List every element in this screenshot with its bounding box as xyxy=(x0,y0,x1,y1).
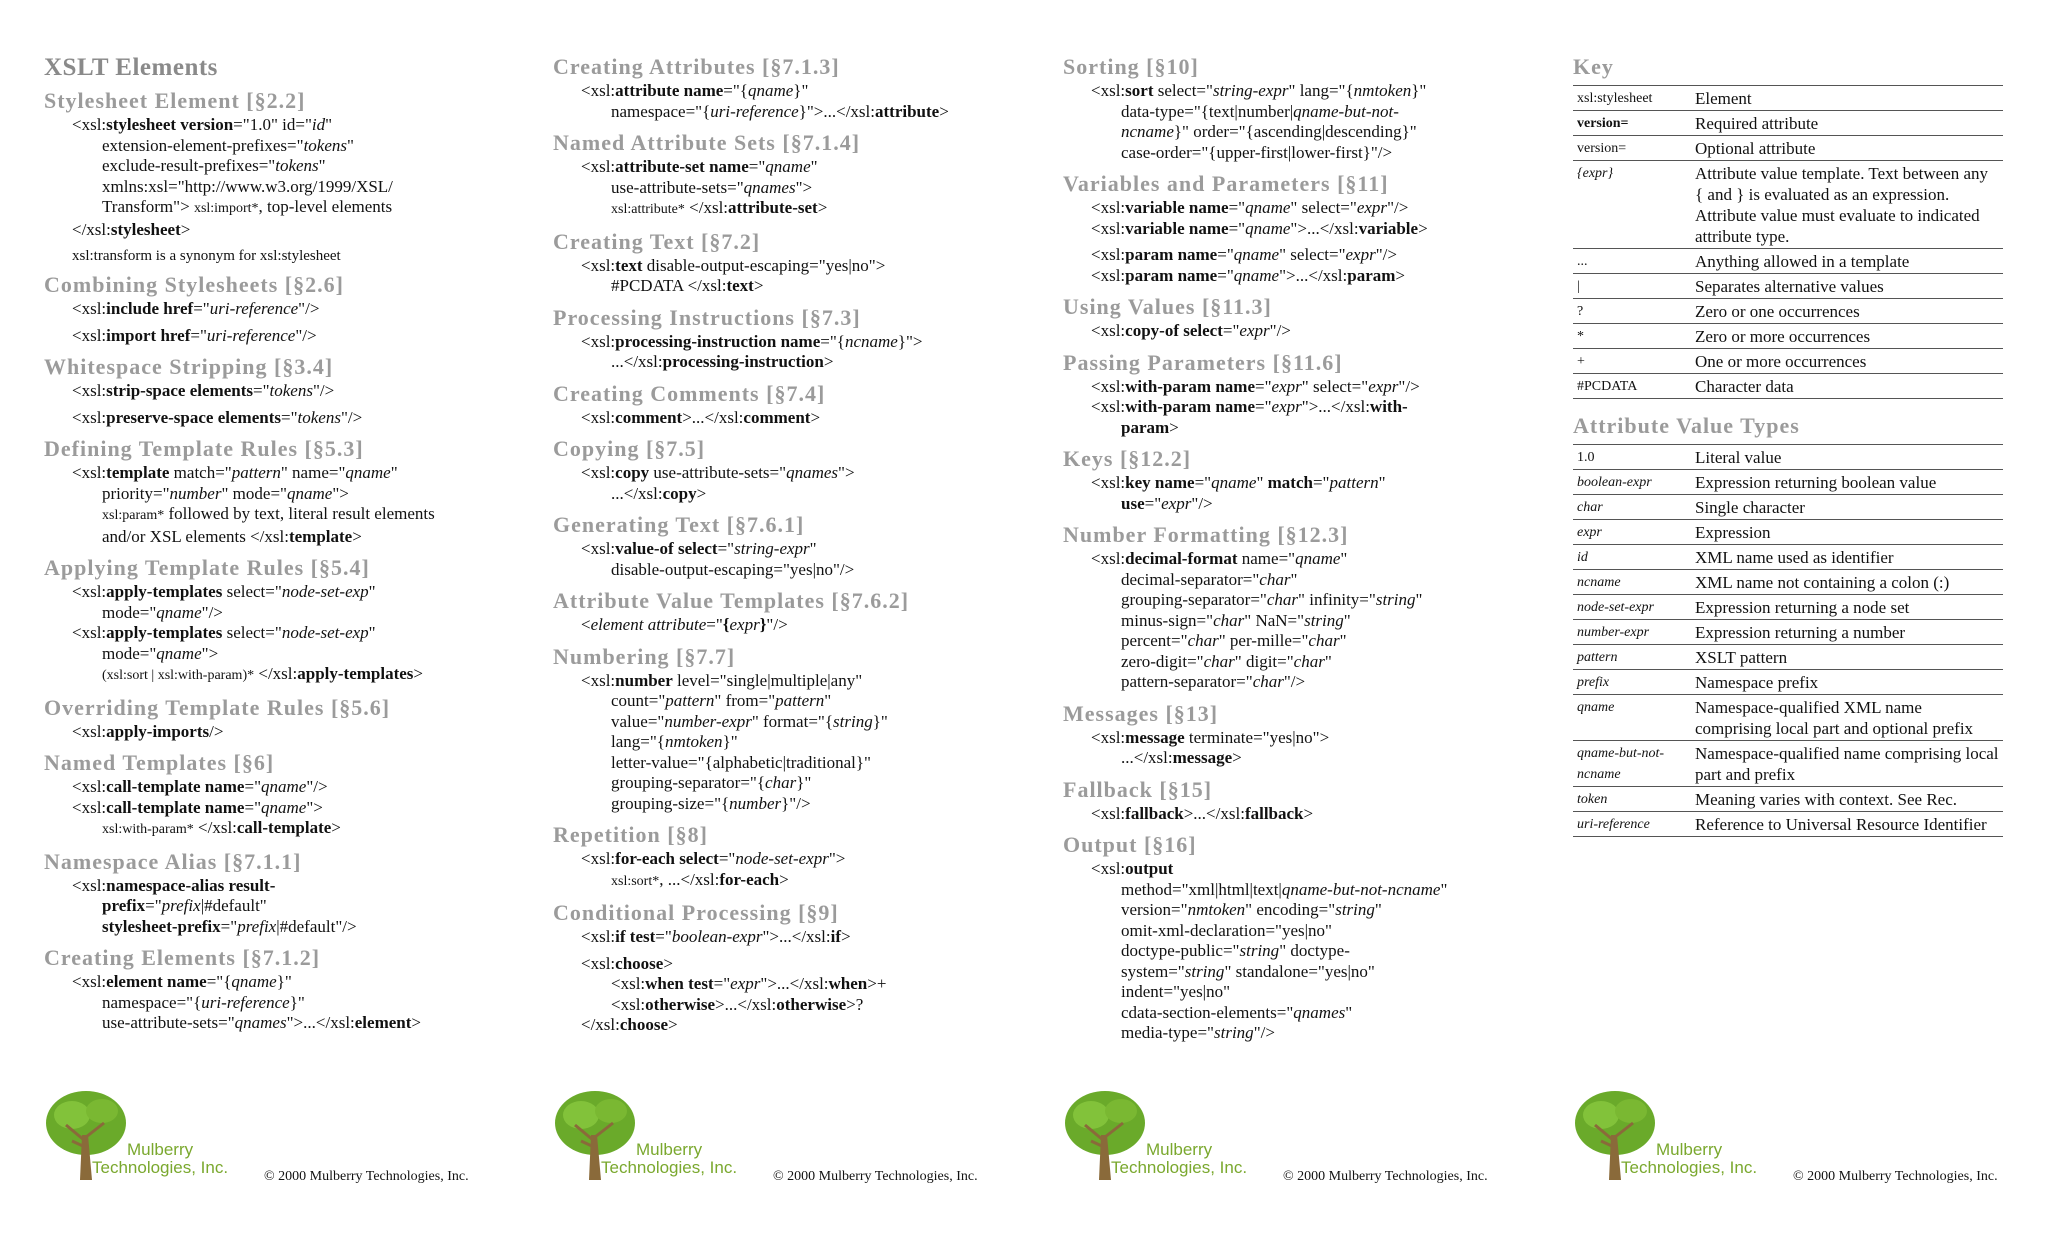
section-creating-text xyxy=(553,227,1023,297)
key-row xyxy=(1573,520,2003,545)
key-row xyxy=(1573,111,2003,136)
copyright: © 2000 Mulberry Technologies, Inc. xyxy=(1793,1169,1998,1184)
section-processing-instructions xyxy=(553,303,1023,373)
key-term: boolean-expr xyxy=(1573,470,1691,495)
key-row xyxy=(1573,741,2003,787)
section-title: Output [§16] xyxy=(1063,832,1197,857)
code-block: <element attribute="{expr}"/> xyxy=(581,615,788,634)
code-block: <xsl:stylesheet version="1.0" id="id" extension-element-prefixes="tokens" exclude-result-prefixes="tokens" xmlns:xsl="http://www.w3.org/1999/XSL/ Transform"> xsl:import*, top-level elements </xsl:stylesheet> xyxy=(72,115,393,239)
key-description: Zero or one occurrences xyxy=(1691,299,2003,324)
key-row xyxy=(1573,136,2003,161)
key-description: Namespace-qualified name comprising local part and prefix xyxy=(1691,741,2003,787)
section-numbering xyxy=(553,642,1023,815)
brand-line-2: Technologies, Inc. xyxy=(1621,1158,1758,1177)
key-term: ncname xyxy=(1573,570,1691,595)
code-block: <xsl:template match="pattern" name="qname" priority="number" mode="qname"> xsl:param* followed by text, literal result elements and/or XSL elements </xsl:template> xyxy=(72,463,435,546)
key-description: Zero or more occurrences xyxy=(1691,324,2003,349)
section-named-templates xyxy=(44,748,514,841)
column-2 xyxy=(553,52,1023,1042)
key-description: Expression returning boolean value xyxy=(1691,470,2003,495)
key-row xyxy=(1573,324,2003,349)
code-block: <xsl:attribute name="{qname}" namespace="{uri-reference}">...</xsl:attribute> xyxy=(581,81,949,121)
key-term: token xyxy=(1573,787,1691,812)
key-description: Anything allowed in a template xyxy=(1691,249,2003,274)
key-description: Element xyxy=(1691,86,2003,111)
column-4 xyxy=(1573,52,2003,849)
section-applying xyxy=(44,553,514,687)
avt-title: Attribute Value Types xyxy=(1573,413,1800,438)
key-description: Expression xyxy=(1691,520,2003,545)
key-row xyxy=(1573,570,2003,595)
code-block: <xsl:preserve-space elements="tokens"/> xyxy=(72,407,363,427)
section-title: Combining Stylesheets [§2.6] xyxy=(44,272,344,297)
section-combining xyxy=(44,270,514,346)
key-description: Meaning varies with context. See Rec. xyxy=(1691,787,2003,812)
key-row xyxy=(1573,695,2003,741)
key-row xyxy=(1573,545,2003,570)
section-variables xyxy=(1063,169,1533,286)
code-block: <xsl:value-of select="string-expr" disable-output-escaping="yes|no"/> xyxy=(581,539,855,579)
key-description: Single character xyxy=(1691,495,2003,520)
code-block: <xsl:apply-templates select="node-set-exp" mode="qname"/> <xsl:apply-templates select="node-set-exp" mode="qname"> (xsl:sort | xsl:with-param)* </xsl:apply-templates> xyxy=(72,582,424,683)
section-title: Passing Parameters [§11.6] xyxy=(1063,349,1343,375)
key-term: 1.0 xyxy=(1573,445,1691,470)
key-term: #PCDATA xyxy=(1573,374,1691,399)
brand-line-2: Technologies, Inc. xyxy=(601,1158,738,1177)
key-term: version= xyxy=(1573,111,1691,136)
brand-line-2: Technologies, Inc. xyxy=(1111,1158,1248,1177)
key-description: XSLT pattern xyxy=(1691,645,2003,670)
section-repetition xyxy=(553,820,1023,892)
code-block: <xsl:fallback>...</xsl:fallback> xyxy=(1091,803,1314,823)
code-block: <xsl:number level="single|multiple|any" count="pattern" from="pattern" value="number-expr" format="{string}" lang="{nmtoken}" letter-value="{alphabetic|traditional}" grouping-separator="{char}" grouping-size="{number}"/> xyxy=(581,670,888,813)
code-block: <xsl:strip-space elements="tokens"/> xyxy=(72,381,335,400)
section-fallback xyxy=(1063,775,1533,825)
section-avt xyxy=(553,586,1023,636)
code-block: <xsl:element name="{qname}" namespace="{uri-reference}" use-attribute-sets="qnames">...</xsl:element> xyxy=(72,972,421,1032)
section-stylesheet xyxy=(44,86,514,266)
key-row xyxy=(1573,620,2003,645)
section-conditional xyxy=(553,898,1023,1036)
key-term: char xyxy=(1573,495,1691,520)
key-row xyxy=(1573,445,2003,470)
key-description: Optional attribute xyxy=(1691,136,2003,161)
section-title: Conditional Processing [§9] xyxy=(553,900,839,925)
footer-4 xyxy=(1573,1085,2033,1185)
key-term: number-expr xyxy=(1573,620,1691,645)
section-title: Fallback [§15] xyxy=(1063,776,1213,802)
section-sorting xyxy=(1063,52,1533,163)
section-title: Defining Template Rules [§5.3] xyxy=(44,436,364,461)
section-defining xyxy=(44,434,514,547)
key-description: Expression returning a number xyxy=(1691,620,2003,645)
key-title: Key xyxy=(1573,54,1614,79)
page-heading: XSLT Elements xyxy=(44,54,218,81)
brand-name xyxy=(601,1141,737,1177)
key-description: XML name not containing a colon (:) xyxy=(1691,570,2003,595)
code-block: <xsl:import href="uri-reference"/> xyxy=(72,325,317,345)
section-title: Attribute Value Templates [§7.6.2] xyxy=(553,588,910,613)
section-title: Named Attribute Sets [§7.1.4] xyxy=(553,130,861,155)
brand-line-1: Mulberry xyxy=(126,1140,194,1159)
section-copying xyxy=(553,434,1023,504)
column-1 xyxy=(44,52,514,1040)
brand-line-1: Mulberry xyxy=(635,1140,703,1159)
copyright: © 2000 Mulberry Technologies, Inc. xyxy=(1283,1169,1488,1184)
section-title: Variables and Parameters [§11] xyxy=(1063,171,1389,196)
code-block: <xsl:key name="qname" match="pattern" use="expr"/> xyxy=(1091,473,1386,513)
section-title: Stylesheet Element [§2.2] xyxy=(44,88,306,113)
section-title: Overriding Template Rules [§5.6] xyxy=(44,694,391,720)
key-description: Namespace prefix xyxy=(1691,670,2003,695)
key-description: Attribute value template. Text between any { and } is evaluated as an expression. Attribute value must evaluate to indicated attribute type. xyxy=(1691,161,2003,249)
section-output xyxy=(1063,830,1533,1044)
key-row xyxy=(1573,161,2003,249)
key-description: Required attribute xyxy=(1691,111,2003,136)
section-generating-text xyxy=(553,510,1023,580)
key-term: qname-but-not-ncname xyxy=(1573,741,1691,787)
brand-line-2: Technologies, Inc. xyxy=(92,1158,229,1177)
code-block: <xsl:message terminate="yes|no"> ...</xsl:message> xyxy=(1091,727,1330,767)
code-block: <xsl:sort select="string-expr" lang="{nmtoken}" data-type="{text|number|qname-but-not- ncname}" order="{ascending|descending}" case-order="{upper-first|lower-first}"/> xyxy=(1091,81,1427,162)
code-block: <xsl:with-param name="expr" select="expr"/> <xsl:with-param name="expr">...</xsl:with- param> xyxy=(1091,376,1420,437)
key-row xyxy=(1573,274,2003,299)
section-namespace-alias xyxy=(44,847,514,938)
key-description: Namespace-qualified XML name comprising local part and optional prefix xyxy=(1691,695,2003,741)
footer-3 xyxy=(1063,1085,1563,1185)
section-title: Numbering [§7.7] xyxy=(553,643,736,669)
section-title: Repetition [§8] xyxy=(553,822,708,847)
code-block: <xsl:variable name="qname" select="expr"/> <xsl:variable name="qname">...</xsl:variable> xyxy=(1091,198,1428,238)
key-description: One or more occurrences xyxy=(1691,349,2003,374)
section-title: Applying Template Rules [§5.4] xyxy=(44,555,370,580)
section-title: Creating Elements [§7.1.2] xyxy=(44,945,321,970)
code-block: <xsl:for-each select="node-set-expr"> xsl:sort*, ...</xsl:for-each> xyxy=(581,849,846,889)
section-title: Namespace Alias [§7.1.1] xyxy=(44,848,302,874)
key-description: Literal value xyxy=(1691,445,2003,470)
section-creating-attributes xyxy=(553,52,1023,122)
key-term: ? xyxy=(1573,299,1691,324)
key-description: Expression returning a node set xyxy=(1691,595,2003,620)
copyright: © 2000 Mulberry Technologies, Inc. xyxy=(264,1169,469,1184)
key-row xyxy=(1573,374,2003,399)
section-whitespace xyxy=(44,352,514,428)
section-title: Generating Text [§7.6.1] xyxy=(553,512,805,537)
key-term: {expr} xyxy=(1573,161,1691,249)
brand-name xyxy=(92,1141,228,1177)
key-term: + xyxy=(1573,349,1691,374)
code-block: <xsl:text disable-output-escaping="yes|no"> #PCDATA </xsl:text> xyxy=(581,255,886,295)
key-term: version= xyxy=(1573,136,1691,161)
key-description: XML name used as identifier xyxy=(1691,545,2003,570)
section-overriding xyxy=(44,693,514,743)
key-table xyxy=(1573,85,2003,399)
column-3 xyxy=(1063,52,1533,1050)
section-title: Messages [§13] xyxy=(1063,700,1219,726)
section-using-values xyxy=(1063,292,1533,342)
key-term: uri-reference xyxy=(1573,812,1691,837)
section-title: Sorting [§10] xyxy=(1063,54,1199,79)
key-row xyxy=(1573,349,2003,374)
key-row xyxy=(1573,787,2003,812)
section-keys xyxy=(1063,444,1533,514)
section-passing-parameters xyxy=(1063,348,1533,439)
key-row xyxy=(1573,812,2003,837)
key-term: * xyxy=(1573,324,1691,349)
code-block: <xsl:attribute-set name="qname" use-attribute-sets="qnames"> xsl:attribute* </xsl:attribute-set> xyxy=(581,157,828,217)
code-block: <xsl:processing-instruction name="{ncname}"> ...</xsl:processing-instruction> xyxy=(581,331,923,371)
section-title: Creating Comments [§7.4] xyxy=(553,380,826,406)
code-block: <xsl:decimal-format name="qname" decimal-separator="char" grouping-separator="char" infinity="string" minus-sign="char" NaN="string" percent="char" per-mille="char" zero-digit="char" digit="char" pattern-separator="char"/> xyxy=(1091,549,1423,691)
footer-1 xyxy=(44,1085,544,1185)
section-title: Keys [§12.2] xyxy=(1063,446,1192,471)
brand-line-1: Mulberry xyxy=(1145,1140,1213,1159)
code-block: <xsl:comment>...</xsl:comment> xyxy=(581,407,821,427)
code-block: <xsl:output method="xml|html|text|qname-but-not-ncname" version="nmtoken" encoding="string" omit-xml-declaration="yes|no" doctype-public="string" doctype- system="string" standalone="yes|no" indent="yes|no" cdata-section-elements="qnames" media-type="string"/> xyxy=(1091,859,1448,1042)
key-row xyxy=(1573,495,2003,520)
key-description: Character data xyxy=(1691,374,2003,399)
code-block: <xsl:choose> <xsl:when test="expr">...</xsl:when>+ <xsl:otherwise>...</xsl:otherwise>? </xsl:choose> xyxy=(581,953,887,1034)
section-title: Whitespace Stripping [§3.4] xyxy=(44,354,334,379)
key-description: Separates alternative values xyxy=(1691,274,2003,299)
key-row xyxy=(1573,645,2003,670)
key-term: pattern xyxy=(1573,645,1691,670)
key-row xyxy=(1573,249,2003,274)
section-title: Using Values [§11.3] xyxy=(1063,294,1272,319)
key-row xyxy=(1573,670,2003,695)
section-title: Processing Instructions [§7.3] xyxy=(553,304,861,330)
key-term: expr xyxy=(1573,520,1691,545)
brand-name xyxy=(1111,1141,1247,1177)
section-number-formatting xyxy=(1063,520,1533,693)
code-block: <xsl:apply-imports/> xyxy=(72,721,224,741)
code-block: <xsl:include href="uri-reference"/> xyxy=(72,299,320,318)
key-term: qname xyxy=(1573,695,1691,741)
code-block: <xsl:copy-of select="expr"/> xyxy=(1091,321,1291,340)
code-block: <xsl:if test="boolean-expr">...</xsl:if> xyxy=(581,927,851,946)
key-term: xsl:stylesheet xyxy=(1573,86,1691,111)
code-block: <xsl:namespace-alias result- prefix="prefix|#default" stylesheet-prefix="prefix|#default"/> xyxy=(72,875,357,936)
key-row xyxy=(1573,470,2003,495)
attribute-value-types-table xyxy=(1573,444,2003,837)
section-comments xyxy=(553,379,1023,429)
section-title: Copying [§7.5] xyxy=(553,436,706,461)
section-title: Creating Attributes [§7.1.3] xyxy=(553,54,840,79)
section-title: Creating Text [§7.2] xyxy=(553,228,761,254)
code-block: <xsl:call-template name="qname"/> <xsl:call-template name="qname"> xsl:with-param* </xsl:call-template> xyxy=(72,777,341,837)
section-messages xyxy=(1063,699,1533,769)
brand-name xyxy=(1621,1141,1757,1177)
copyright: © 2000 Mulberry Technologies, Inc. xyxy=(773,1169,978,1184)
section-attribute-sets xyxy=(553,128,1023,221)
key-term: | xyxy=(1573,274,1691,299)
key-term: node-set-expr xyxy=(1573,595,1691,620)
key-term: ... xyxy=(1573,249,1691,274)
key-row xyxy=(1573,595,2003,620)
section-title: Named Templates [§6] xyxy=(44,750,275,775)
transform-note: xsl:transform is a synonym for xsl:stylesheet xyxy=(72,248,341,264)
key-description: Reference to Universal Resource Identifier xyxy=(1691,812,2003,837)
brand-line-1: Mulberry xyxy=(1655,1140,1723,1159)
key-term: id xyxy=(1573,545,1691,570)
key-row xyxy=(1573,86,2003,111)
code-block: <xsl:copy use-attribute-sets="qnames"> ...</xsl:copy> xyxy=(581,463,855,503)
code-block: <xsl:param name="qname" select="expr"/> <xsl:param name="qname">...</xsl:param> xyxy=(1091,245,1406,285)
key-row xyxy=(1573,299,2003,324)
footer-2 xyxy=(553,1085,1053,1185)
section-title: Number Formatting [§12.3] xyxy=(1063,522,1349,547)
key-term: prefix xyxy=(1573,670,1691,695)
section-creating-elements xyxy=(44,943,514,1034)
